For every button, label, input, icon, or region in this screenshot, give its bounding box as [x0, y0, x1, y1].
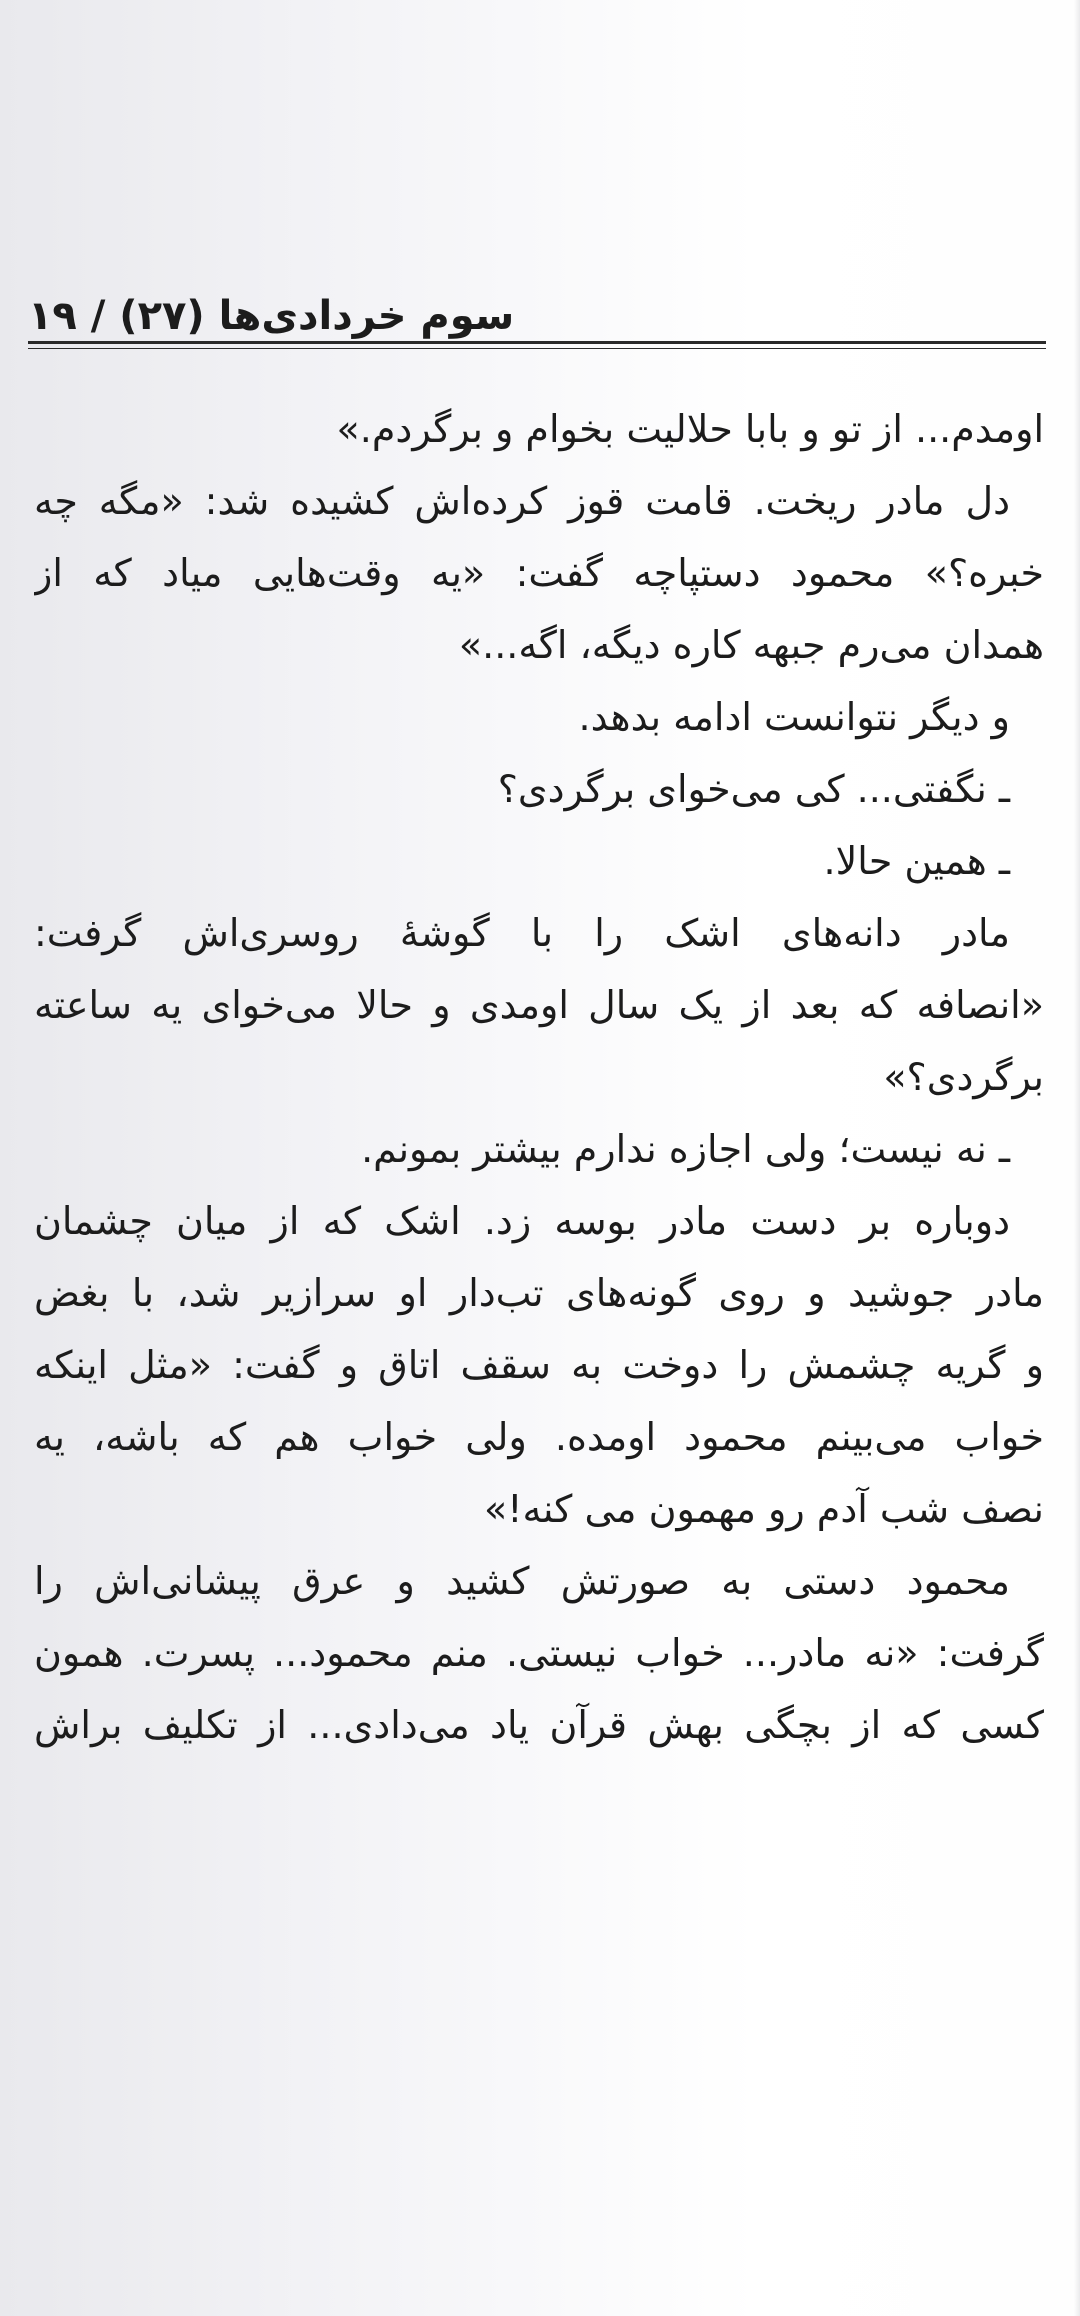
text-line: ـ نه نیست؛ ولی اجازه ندارم بیشتر بمونم.: [361, 1127, 1010, 1171]
text-line: مادر جوشید و روی گونه‌های تب‌دار او سرازیر شد، با بغض: [34, 1271, 1044, 1315]
text-line: کسی که از بچگی بهش قرآن یاد می‌دادی... از تکلیف براش: [34, 1703, 1044, 1747]
text-line: خواب می‌بینم محمود اومده. ولی خواب هم که باشه، یه: [34, 1415, 1044, 1459]
text-line: خبره؟» محمود دستپاچه گفت: «یه وقت‌هایی میاد که از: [34, 551, 1044, 595]
text-line: ـ همین حالا.: [823, 839, 1010, 883]
page-edge-shadow: [1074, 0, 1080, 2316]
text-line: برگردی؟»: [883, 1055, 1044, 1099]
text-line: گرفت: «نه مادر... خواب نیستی. منم محمود... پسرت. همون: [34, 1631, 1044, 1675]
running-head-text: سوم خردادی‌ها (۲۷) / ۱۹: [28, 293, 515, 339]
text-line: دل مادر ریخت. قامت قوز کرده‌اش کشیده شد: «مگه چه: [34, 479, 1010, 523]
header-rule-thin: [28, 348, 1046, 349]
text-line: همدان می‌رم جبهه کاره دیگه، اگه...»: [458, 623, 1044, 667]
text-line: دوباره بر دست مادر بوسه زد. اشک که از میان چشمان: [34, 1199, 1010, 1243]
text-line: نصف شب آدم رو مهمون می کنه!»: [483, 1487, 1044, 1531]
running-head: [28, 272, 1047, 339]
text-line: اومدم... از تو و بابا حلالیت بخوام و برگردم.»: [336, 407, 1044, 451]
body-text: [34, 393, 1044, 1761]
text-line: و گریه چشمش را دوخت به سقف اتاق و گفت: «مثل اینکه: [34, 1343, 1044, 1387]
text-line: محمود دستی به صورتش کشید و عرق پیشانی‌اش را: [34, 1559, 1010, 1603]
header-rule-thick: [28, 341, 1046, 344]
text-line: «انصافه که بعد از یک سال اومدی و حالا می‌خوای یه ساعته: [34, 983, 1044, 1027]
text-line: ـ نگفتی... کی می‌خوای برگردی؟: [497, 767, 1010, 811]
text-line: و دیگر نتوانست ادامه بدهد.: [578, 695, 1010, 739]
text-line: مادر دانه‌های اشک را با گوشهٔ روسری‌اش گرفت:: [34, 911, 1010, 955]
